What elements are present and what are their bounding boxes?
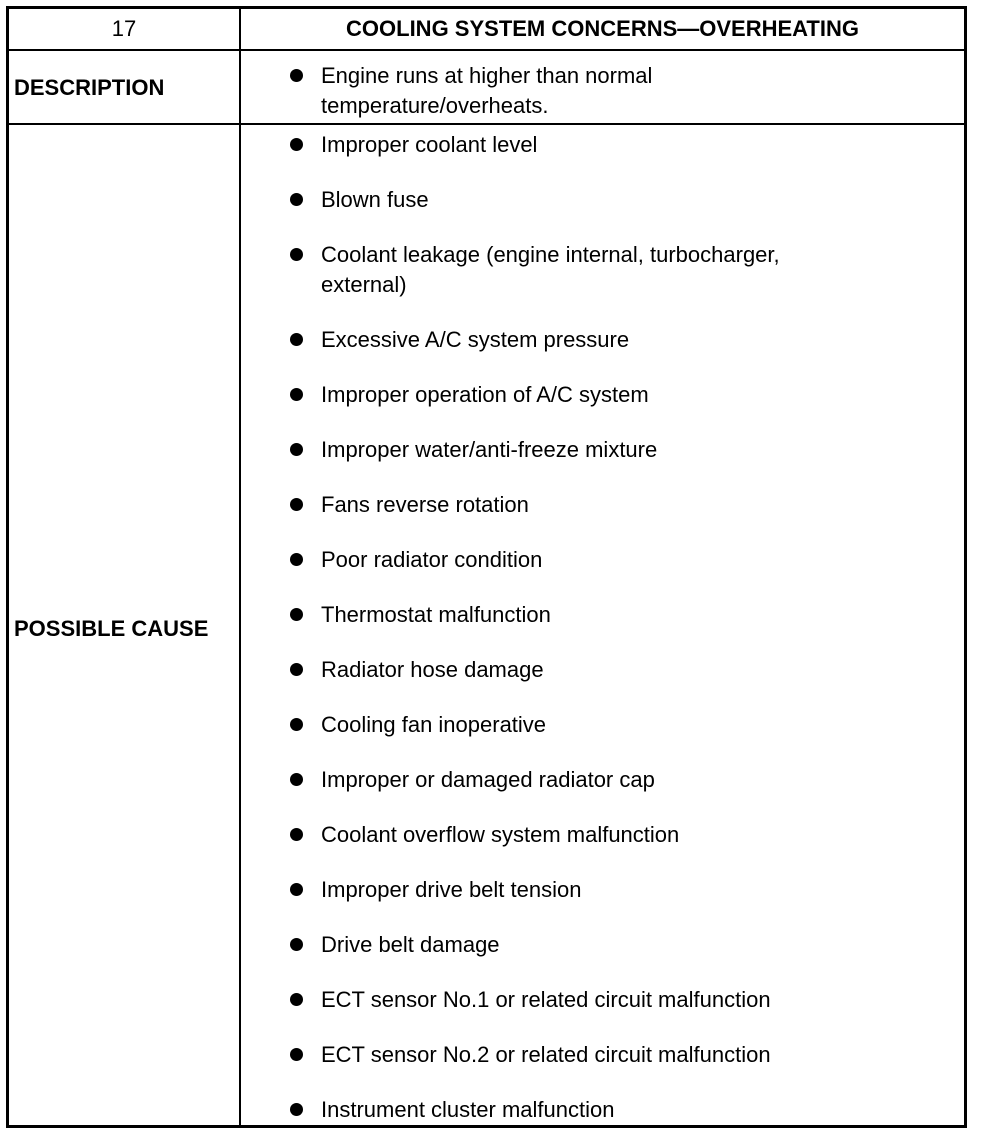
possible-cause-item: Poor radiator condition [321,547,543,572]
possible-cause-item: Instrument cluster malfunction [321,1097,615,1122]
possible-cause-item: ECT sensor No.1 or related circuit malfunction [321,987,771,1012]
column-divider [239,9,241,1125]
bullet-icon [290,193,303,206]
possible-cause-item: ECT sensor No.2 or related circuit malfunction [321,1042,771,1067]
bullet-icon [290,443,303,456]
possible-cause-item: external) [321,272,407,297]
bullet-icon [290,498,303,511]
bullet-icon [290,993,303,1006]
bullet-icon [290,69,303,82]
bullet-icon [290,333,303,346]
bullet-icon [290,553,303,566]
bullet-icon [290,138,303,151]
bullet-icon [290,663,303,676]
concern-number: 17 [111,16,137,41]
concern-table [6,6,967,1128]
bullet-icon [290,1103,303,1116]
description-divider [9,123,964,125]
bullet-icon [290,828,303,841]
possible-cause-item: Coolant leakage (engine internal, turbocharger, [321,242,780,267]
possible-cause-label: POSSIBLE CAUSE [14,616,209,641]
bullet-icon [290,718,303,731]
possible-cause-item: Excessive A/C system pressure [321,327,630,352]
possible-cause-item: Coolant overflow system malfunction [321,822,680,847]
bullet-icon [290,388,303,401]
possible-cause-item: Improper water/anti-freeze mixture [321,437,658,462]
possible-cause-item: Fans reverse rotation [321,492,529,517]
bullet-icon [290,1048,303,1061]
possible-cause-item: Drive belt damage [321,932,500,957]
possible-cause-item: Thermostat malfunction [321,602,551,627]
header-divider [9,49,964,51]
bullet-icon [290,938,303,951]
description-line-2: temperature/overheats. [321,93,549,118]
possible-cause-item: Cooling fan inoperative [321,712,547,737]
concern-title: COOLING SYSTEM CONCERNS—OVERHEATING [346,16,859,41]
possible-cause-item: Improper coolant level [321,132,538,157]
bullet-icon [290,883,303,896]
description-line-1: Engine runs at higher than normal [321,63,653,88]
bullet-icon [290,248,303,261]
bullet-icon [290,773,303,786]
possible-cause-item: Improper drive belt tension [321,877,582,902]
possible-cause-item: Improper or damaged radiator cap [321,767,655,792]
possible-cause-item: Improper operation of A/C system [321,382,649,407]
possible-cause-item: Blown fuse [321,187,429,212]
bullet-icon [290,608,303,621]
description-label: DESCRIPTION [14,75,165,100]
possible-cause-item: Radiator hose damage [321,657,544,682]
